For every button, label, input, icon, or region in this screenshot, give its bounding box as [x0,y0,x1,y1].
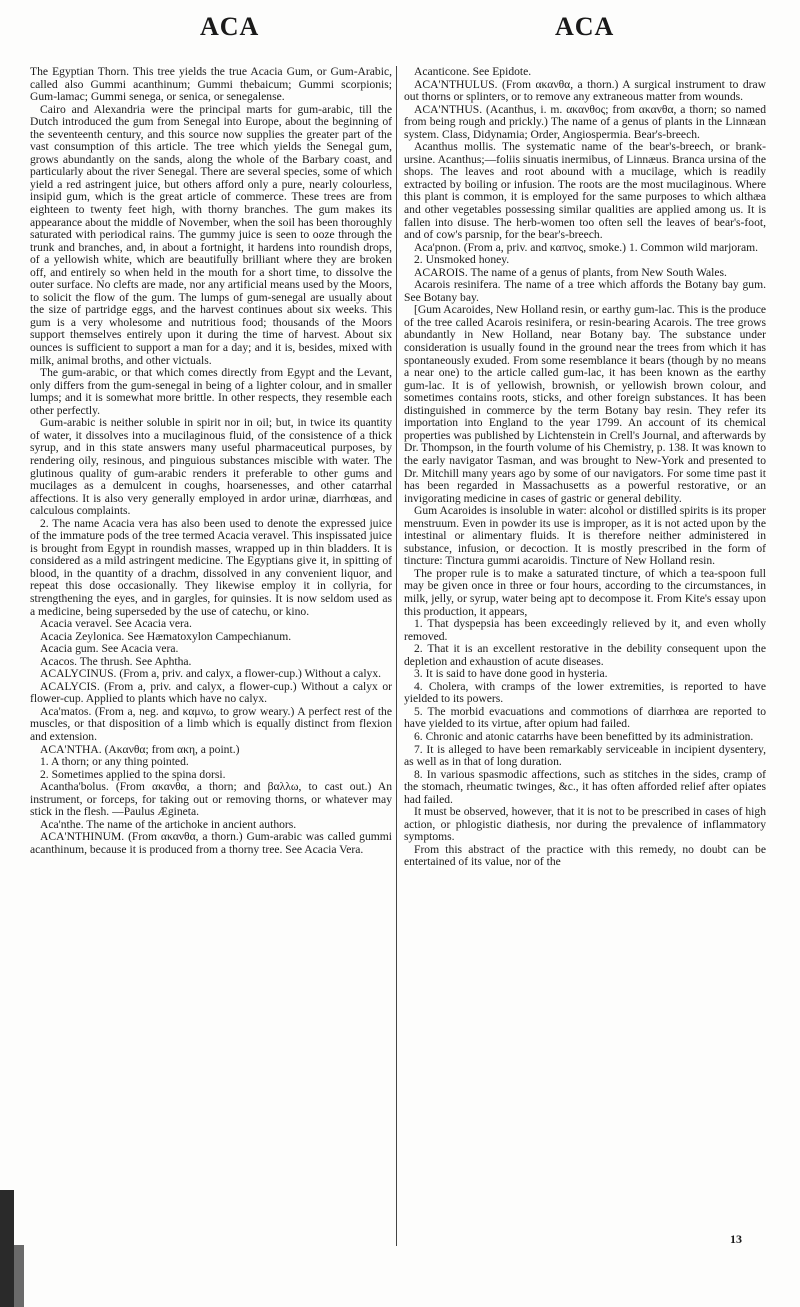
entry: Acacia gum. See Acacia vera. [40,642,179,656]
entry: 1. A thorn; or any thing pointed. [40,755,189,769]
list-item: 5. The morbid evacuations and commotions of diarrhœa are reported to have yielded to its virtue, after opium had failed. [404,704,766,731]
entry: Acanticone. See Epidote. [414,65,532,78]
paragraph: Gum Acaroides is insoluble in water: alcohol or distilled spirits is its proper menstruum. Even in powder its use is improper, as it is not acted upon by the intestinal or alimentary fluids. It is therefore neither administered in substance, infusion, or decoction. It is mostly prescribed in the form of tincture: Tinctura gummi acaroidis. Tincture of New Holland resin. [404,504,766,568]
list-item: 4. Cholera, with cramps of the lower extremities, is reported to have yielded to its powers. [404,679,766,706]
entry: ACALYCINUS. (From a, priv. and calyx, a flower-cup.) Without a calyx. [40,667,382,681]
column-divider [396,66,397,1246]
entry: Acacos. The thrush. See Aphtha. [40,654,192,668]
entry: Acanthus mollis. The systematic name of the bear's-breech, or brank-ursine. Acanthus;—foliis sinuatis inermibus, of Linnæus. Branca ursina of the shops. The leaves and root abound with a mucilage, which is readily extracted by boiling or infusion. The roots are the most mucilaginous. Where this plant is common, it is employed for the same purposes to which althæa and other vegetables possessing similar qualities are applied among us. It is fallen into disuse. The herb-women too often sell the leaves of bear's-foot, and of cow's parsnip, for the bear's-breech. [404,140,766,242]
list-item: 7. It is alleged to have been remarkably serviceable in incipient dysentery, as well as in that of long duration. [404,742,766,769]
left-column [30,66,392,856]
paragraph: [Gum Acaroides, New Holland resin, or earthy gum-lac. This is the produce of the tree called Acarois resinifera, or resin-bearing Acarois. The tree grows abundantly in New Holland, near Botany bay. The substance under consideration is usually found in the ground near the trees from which it has spontaneously exuded. From some resemblance it bears (though by no means a near one) to the article called gum-lac, it has been known as the earthy gum-lac. It is of yellowish, brownish, or yellowish brown colour, and sometimes contains roots, sticks, and other foreign substances. It has been distinguished in commerce by the term Botany bay resin. They refer its importation into England to the year 1799. An account of its chemical properties was published by Lichtenstein in Crell's Journal, and afterwards by Dr. Thompson, in the fourth volume of his Chemistry, p. 138. It was known to the early navigator Tasman, and was brought to New-York and presented to Dr. Mitchill many years ago by some of our navigators. For some time past it has been regarded in Massachusetts as a powerful restorative, or an invigorating medicine in cases of gastric or general debility. [404,303,767,505]
binding-shadow [0,1190,14,1307]
page-number: 13 [730,1232,742,1246]
list-item: 1. That dyspepsia has been exceedingly relieved by it, and even wholly removed. [404,617,766,643]
paragraph: The gum-arabic, or that which comes directly from Egypt and the Levant, only differs from the gum-senegal in being of a lighter colour, and in smaller lumps; and it is somewhat more brittle. In other respects, they resemble each other perfectly. [30,366,392,417]
entry: Acantha'bolus. (From ακανθα, a thorn; and βαλλω, to cast out.) An instrument, or forceps, for taking out or removing thorns, or whatever may stick in the flesh. —Paulus Ægineta. [30,780,392,819]
paragraph: 2. The name Acacia vera has also been used to denote the expressed juice of the immature pods of the tree termed Acacia veravel. This inspissated juice is brought from Egypt in roundish masses, wrapped up in thin bladders. It is considered as a mild astringent medicine. The Egyptians give it, in spitting of blood, in the quantity of a drachm, dissolved in any convenient liquor, and repeat this dose occasionally. They likewise employ it in collyria, for strengthening the eyes, and in gargles, for quinsies. It is now seldom used as a medicine, being superseded by the use of catechu, or kino. [30,516,392,618]
entry: Acacia Zeylonica. See Hæmatoxylon Campechianum. [40,629,292,643]
entry: 2. Sometimes applied to the spina dorsi. [40,767,226,781]
list-item: 6. Chronic and atonic catarrhs have been benefitted by its administration. [414,729,754,743]
running-head-right: ACA [555,12,615,41]
list-item: 8. In various spasmodic affections, such as stitches in the sides, cramp of the stomach, rheumatic twinges, &c., it has often afforded relief after opiates had failed. [404,767,766,806]
paragraph: It must be observed, however, that it is not to be prescribed in cases of high action, or phlogistic diathesis, nor during the prevalence of inflammatory symptoms. [404,805,766,844]
entry: Acacia veravel. See Acacia vera. [40,617,192,631]
entry: Aca'nthe. The name of the artichoke in ancient authors. [40,817,297,831]
entry: Acarois resinifera. The name of a tree which affords the Botany bay gum. See Botany bay. [404,278,766,304]
paragraph: The proper rule is to make a saturated tincture, of which a tea-spoon full may be given once in three or four hours, according to the circumstances, in milk, jelly, or syrup, water being apt to decompose it. From Kite's essay upon this production, it appears, [404,566,766,618]
entry: Aca'matos. (From a, neg. and καμνω, to grow weary.) A perfect rest of the muscles, or that disposition of a limb which is equally distinct from flexion and extension. [30,704,392,743]
entry: 2. Unsmoked honey. [414,253,510,267]
entry: ACA'NTHA. (Ακανθα; from ακη, a point.) [40,742,240,756]
entry: Aca'pnon. (From a, priv. and καπνος, smoke.) 1. Common wild marjoram. [414,240,759,254]
list-item: 3. It is said to have done good in hysteria. [414,667,608,681]
paragraph: From this abstract of the practice with this remedy, no doubt can be entertained of its value, nor of the [404,842,766,869]
list-item: 2. That it is an excellent restorative in the debility consequent upon the depletion and exhaustion of acute diseases. [404,642,766,668]
entry: ACALYCIS. (From a, priv. and calyx, a flower-cup.) Without a calyx or flower-cup. Applied to plants which have no calyx. [30,679,392,706]
entry: ACAROIS. The name of a genus of plants, from New South Wales. [414,265,727,279]
binding-shadow-inner [14,1245,24,1307]
entry: ACA'NTHULUS. (From ακανθα, a thorn.) A surgical instrument to draw out thorns or splinters, or to remove any extraneous matter from wounds. [404,77,766,104]
right-column [404,66,766,869]
paragraph: The Egyptian Thorn. This tree yields the true Acacia Gum, or Gum-Arabic, called also Gummi acanthinum; Gummi thebaicum; Gummi scorpionis; Gum-lamac; Gummi senega, or senica, or senegalense. [30,65,392,104]
entry: ACA'NTHUS. (Acanthus, i. m. ακανθος; from ακανθα, a thorn; so named from being rough and prickly.) The name of a genus of plants in the Linnæan system. Class, Didynamia; Order, Angiospermia. Bear's-breech. [404,102,766,141]
entry: ACA'NTHINUM. (From ακανθα, a thorn.) Gum-arabic was called gummi acanthinum, because it is produced from a thorny tree. See Acacia Vera. [30,830,392,856]
paragraph: Cairo and Alexandria were the principal marts for gum-arabic, till the Dutch introduced the gum from Senegal into Europe, about the beginning of the seventeenth century, and this source now supplies the greater part of the vast consumption of this article. The tree which yields the Senegal gum, grows abundantly on the sands, along the whole of the Barbary coast, and particularly about the river Senegal. There are several species, some of which yield a red astringent juice, but others afford only a pure, nearly colourless, insipid gum, which is the great article of commerce. These trees are from eighteen to twenty feet high, with thorny branches. The gum makes its appearance about the middle of November, when the soil has been thoroughly saturated with periodical rains. The gummy juice is seen to ooze through the trunk and branches, and, in about a fortnight, it hardens into roundish drops, of a yellowish white, which are beautifully brilliant where they are broken off, and entirely so when held in the mouth for a short time, to dissolve the outer surface. No clefts are made, nor any artificial means used by the Moors, to solicit the flow of the gum. The lumps of gum-senegal are usually about the size of partridge eggs, and the harvest continues about six weeks. This gum is a very wholesome and nutritious food; thousands of the Moors support themselves entirely upon it during the time of harvest. About six ounces is sufficient to support a man for a day; and it is, besides, mixed with milk, animal broths, and other victuals. [30,102,392,367]
running-head-left: ACA [200,12,260,41]
paragraph: Gum-arabic is neither soluble in spirit nor in oil; but, in twice its quantity of water, it dissolves into a mucilaginous fluid, of the consistence of a thick syrup, and in this state answers many useful pharmaceutical purposes, by rendering oily, resinous, and pinguious substances miscible with water. The glutinous quality of gum-arabic renders it preferable to other gums and mucilages as a demulcent in coughs, hoarsenesses, and other catarrhal affections. It is also very generally employed in ardor urinæ, diarrhœas, and calculous complaints. [30,416,392,518]
